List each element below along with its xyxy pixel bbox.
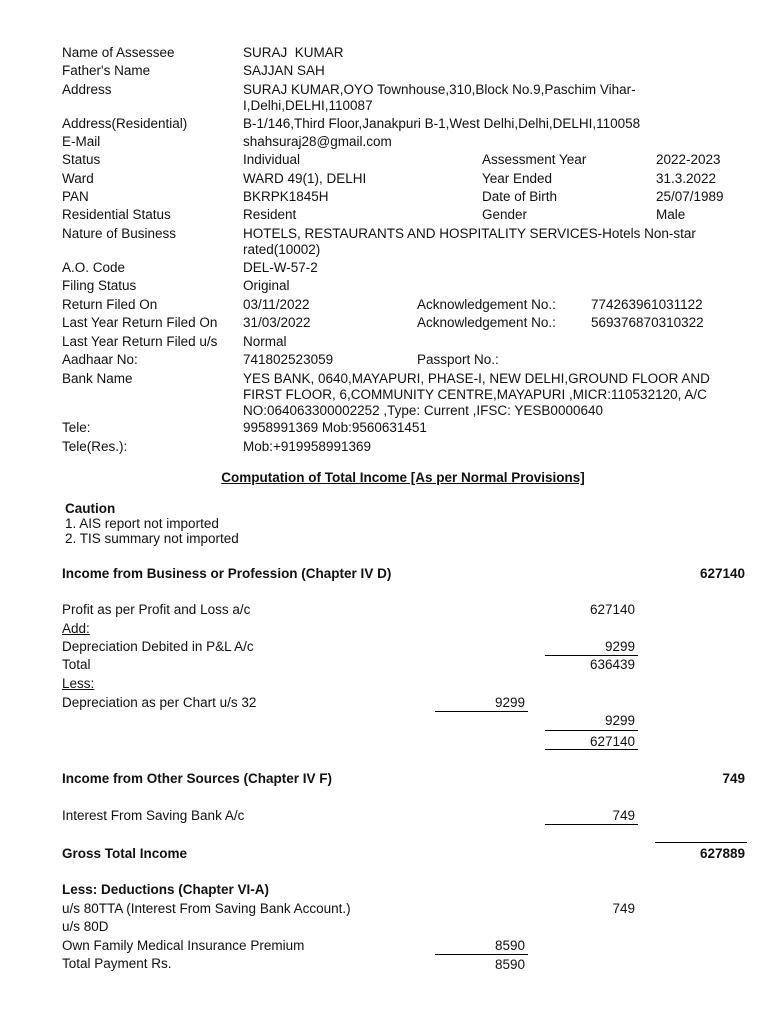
add-label: Add: xyxy=(62,621,90,636)
dob-value: 25/07/1989 xyxy=(656,189,724,204)
ack-value: 774263961031122 xyxy=(591,297,703,312)
medical-value: 8590 xyxy=(494,938,525,953)
dep-debited-label: Depreciation Debited in P&L A/c xyxy=(62,639,254,654)
passport-label: Passport No.: xyxy=(417,352,499,367)
business-label: Nature of Business xyxy=(62,226,177,241)
other-income-heading: Income from Other Sources (Chapter IV F) xyxy=(62,771,333,786)
dob-label: Date of Birth xyxy=(482,189,558,204)
business-value: HOTELS, RESTAURANTS AND HOSPITALITY SERVICES-Hotels Non-star rated(10002) xyxy=(243,226,696,257)
caution-item-2: 2. TIS summary not imported xyxy=(65,531,239,546)
dep-chart-value: 9299 xyxy=(494,695,525,710)
other-income-total: 749 xyxy=(722,771,745,786)
dep-chart-label: Depreciation as per Chart u/s 32 xyxy=(62,695,257,710)
rule-line xyxy=(435,954,528,955)
caution-title: Caution xyxy=(65,501,116,516)
ao-value: DEL-W-57-2 xyxy=(243,260,318,275)
dep-sub-value: 9299 xyxy=(604,713,635,728)
ack-label: Acknowledgement No.: xyxy=(417,297,556,312)
year-ended-label: Year Ended xyxy=(482,171,553,186)
year-ended-value: 31.3.2022 xyxy=(656,171,717,186)
dep-debited-value: 9299 xyxy=(604,639,635,654)
ward-label: Ward xyxy=(62,171,94,186)
last-filed-label: Last Year Return Filed On xyxy=(62,315,218,330)
total-payment-value: 8590 xyxy=(494,957,525,972)
ay-label: Assessment Year xyxy=(482,152,587,167)
business-net-value: 627140 xyxy=(589,734,635,749)
rule-line xyxy=(545,749,638,750)
res-status-label: Residential Status xyxy=(62,207,171,222)
status-value: Individual xyxy=(243,152,301,167)
filing-value: Original xyxy=(243,278,290,293)
pan-value: BKRPK1845H xyxy=(243,189,329,204)
d80-label: u/s 80D xyxy=(62,919,109,934)
ay-value: 2022-2023 xyxy=(656,152,721,167)
res-status-value: Resident xyxy=(243,207,297,222)
tele-res-value: Mob:+919958991369 xyxy=(243,439,371,454)
rule-line xyxy=(435,711,528,712)
profit-label: Profit as per Profit and Loss a/c xyxy=(62,602,251,617)
filing-label: Filing Status xyxy=(62,278,137,293)
gti-label: Gross Total Income xyxy=(62,846,188,861)
tele-res-label: Tele(Res.): xyxy=(62,439,128,454)
gender-label: Gender xyxy=(482,207,528,222)
total-payment-label: Total Payment Rs. xyxy=(62,956,172,971)
business-income-total: 627140 xyxy=(699,566,745,581)
ack2-value: 569376870310322 xyxy=(591,315,704,330)
total-label: Total xyxy=(62,657,91,672)
aadhaar-label: Aadhaar No: xyxy=(62,352,138,367)
ao-label: A.O. Code xyxy=(62,260,126,275)
computation-title: Computation of Total Income [As per Normal Provisions] xyxy=(221,470,585,485)
aadhaar-value: 741802523059 xyxy=(243,352,334,367)
rule-line xyxy=(545,655,638,656)
name-value: SURAJ KUMAR xyxy=(243,45,344,60)
last-filed-value: 31/03/2022 xyxy=(243,315,311,330)
rule-line xyxy=(545,730,638,731)
tta-label: u/s 80TTA (Interest From Saving Bank Account.) xyxy=(62,901,351,916)
email-label: E-Mail xyxy=(62,134,101,149)
name-label: Name of Assessee xyxy=(62,45,175,60)
filed-on-label: Return Filed On xyxy=(62,297,158,312)
rule-line xyxy=(545,824,638,825)
status-label: Status xyxy=(62,152,101,167)
tele-value: 9958991369 Mob:9560631451 xyxy=(243,420,427,435)
filed-on-value: 03/11/2022 xyxy=(243,297,310,312)
ward-value: WARD 49(1), DELHI xyxy=(243,171,367,186)
rule-line xyxy=(655,842,747,843)
last-us-value: Normal xyxy=(243,334,287,349)
father-label: Father's Name xyxy=(62,63,151,78)
bank-value: YES BANK, 0640,MAYAPURI, PHASE-I, NEW DELHI,GROUND FLOOR AND FIRST FLOOR, 6,COMMUNITY CENTRE,MAYAPURI ,MICR:110532120, A/C NO:064063300002252 ,Type: Current ,IFSC: YESB0000640 xyxy=(243,371,710,418)
res-address-value: B-1/146,Third Floor,Janakpuri B-1,West Delhi,Delhi,DELHI,110058 xyxy=(243,116,641,131)
less-label: Less: xyxy=(62,676,95,691)
caution-item-1: 1. AIS report not imported xyxy=(65,516,219,531)
profit-value: 627140 xyxy=(589,602,635,617)
res-address-label: Address(Residential) xyxy=(62,116,188,131)
address-label: Address xyxy=(62,82,112,97)
gti-value: 627889 xyxy=(699,846,745,861)
business-income-heading: Income from Business or Profession (Chapter IV D) xyxy=(62,566,392,581)
pan-label: PAN xyxy=(62,189,89,204)
gender-value: Male xyxy=(656,207,686,222)
medical-label: Own Family Medical Insurance Premium xyxy=(62,938,305,953)
email-value: shahsuraj28@gmail.com xyxy=(243,134,392,149)
interest-label: Interest From Saving Bank A/c xyxy=(62,808,245,823)
bank-label: Bank Name xyxy=(62,371,133,386)
last-us-label: Last Year Return Filed u/s xyxy=(62,334,218,349)
father-value: SAJJAN SAH xyxy=(243,63,325,78)
tele-label: Tele: xyxy=(62,420,91,435)
interest-value: 749 xyxy=(612,808,635,823)
ack2-label: Acknowledgement No.: xyxy=(417,315,556,330)
total-value: 636439 xyxy=(589,657,635,672)
deductions-heading: Less: Deductions (Chapter VI-A) xyxy=(62,882,270,897)
address-value: SURAJ KUMAR,OYO Townhouse,310,Block No.9,Paschim Vihar-I,Delhi,DELHI,110087 xyxy=(243,82,636,113)
tta-value: 749 xyxy=(612,901,635,916)
